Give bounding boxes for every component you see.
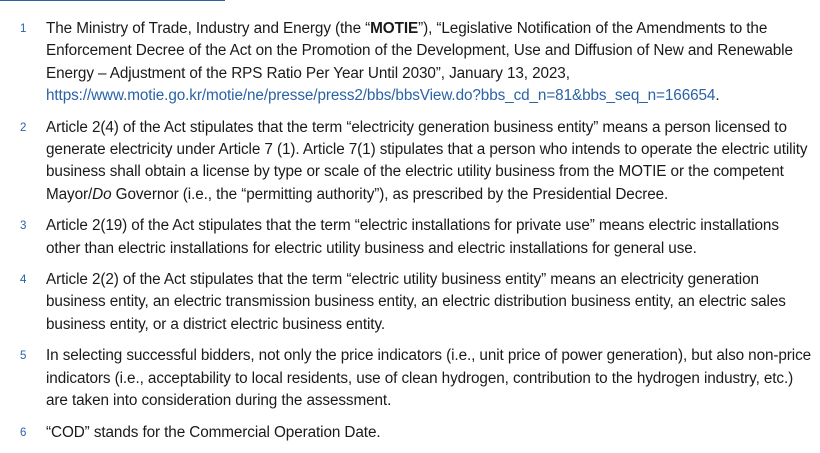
footnote-number: 2 bbox=[20, 121, 27, 134]
footnote-2 bbox=[0, 117, 816, 207]
footnote-separator-rule bbox=[0, 0, 225, 1]
motie-abbreviation: MOTIE bbox=[370, 20, 419, 37]
footnote-number: 3 bbox=[20, 220, 27, 233]
footnote-number: 1 bbox=[20, 23, 27, 35]
footnote-text: Article 2(19) of the Act stipulates that the term “electric installations for private use” means electric installations other than electric installations for electric utility business and electric installations for general use. bbox=[46, 217, 779, 257]
footnote-text: Article 2(4) of the Act stipulates that the term “electricity generation business entity” means a person licensed to generate electricity under Article 7 (1). Article 7(1) stipulates that a person who intends to operate the electric utility business shall obtain a license by type or scale of the electric utility business from the MOTIE or the competent Mayor/Do Governor (i.e., the “permitting authority”), as prescribed by the Presidential Decree. bbox=[46, 118, 808, 203]
do-italic-term: Do bbox=[92, 185, 112, 203]
footnote-text: In selecting successful bidders, not only the price indicators (i.e., unit price of power generation), but also non-price indicators (i.e., acceptability to local residents, use of clean hydrogen, contribution to the hydrogen industry, etc.) are taken into consideration during the assessment. bbox=[46, 347, 812, 410]
footnote-text: The Ministry of Trade, Industry and Energy (the “MOTIE”), “Legislative Notification of the Amendments to the Enforcement Decree of the Act on the Promotion of the Development, Use and Diffusion of New and Renewable Energy – Adjustment of the RPS Ratio Per Year Until 2030”, January 13, 2023, https://www.motie.go.kr/motie/ne/presse/press2/bbs/bbsView.do?bbs_cd_n=81&bbs_seq_n=166654. bbox=[46, 20, 793, 105]
motie-press-link[interactable]: https://www.motie.go.kr/motie/ne/presse/press2/bbs/bbsView.do?bbs_cd_n=81&bbs_seq_n=166654 bbox=[46, 87, 716, 105]
footnote-text: “COD” stands for the Commercial Operation Date. bbox=[46, 423, 381, 441]
footnote-3 bbox=[0, 215, 816, 260]
footnote-number: 5 bbox=[20, 350, 27, 363]
footnote-number: 4 bbox=[20, 274, 27, 287]
footnote-number: 6 bbox=[20, 426, 27, 439]
footnote-5 bbox=[0, 345, 816, 412]
footnote-6 bbox=[0, 422, 816, 444]
footnote-1 bbox=[0, 18, 816, 108]
footnote-4 bbox=[0, 269, 816, 336]
footnotes-list bbox=[0, 18, 816, 453]
footnote-text: Article 2(2) of the Act stipulates that the term “electric utility business entity” means an electricity generation business entity, an electric transmission business entity, an electric distribution business entity, an electric sales business entity, or a district electric business entity. bbox=[46, 271, 786, 333]
